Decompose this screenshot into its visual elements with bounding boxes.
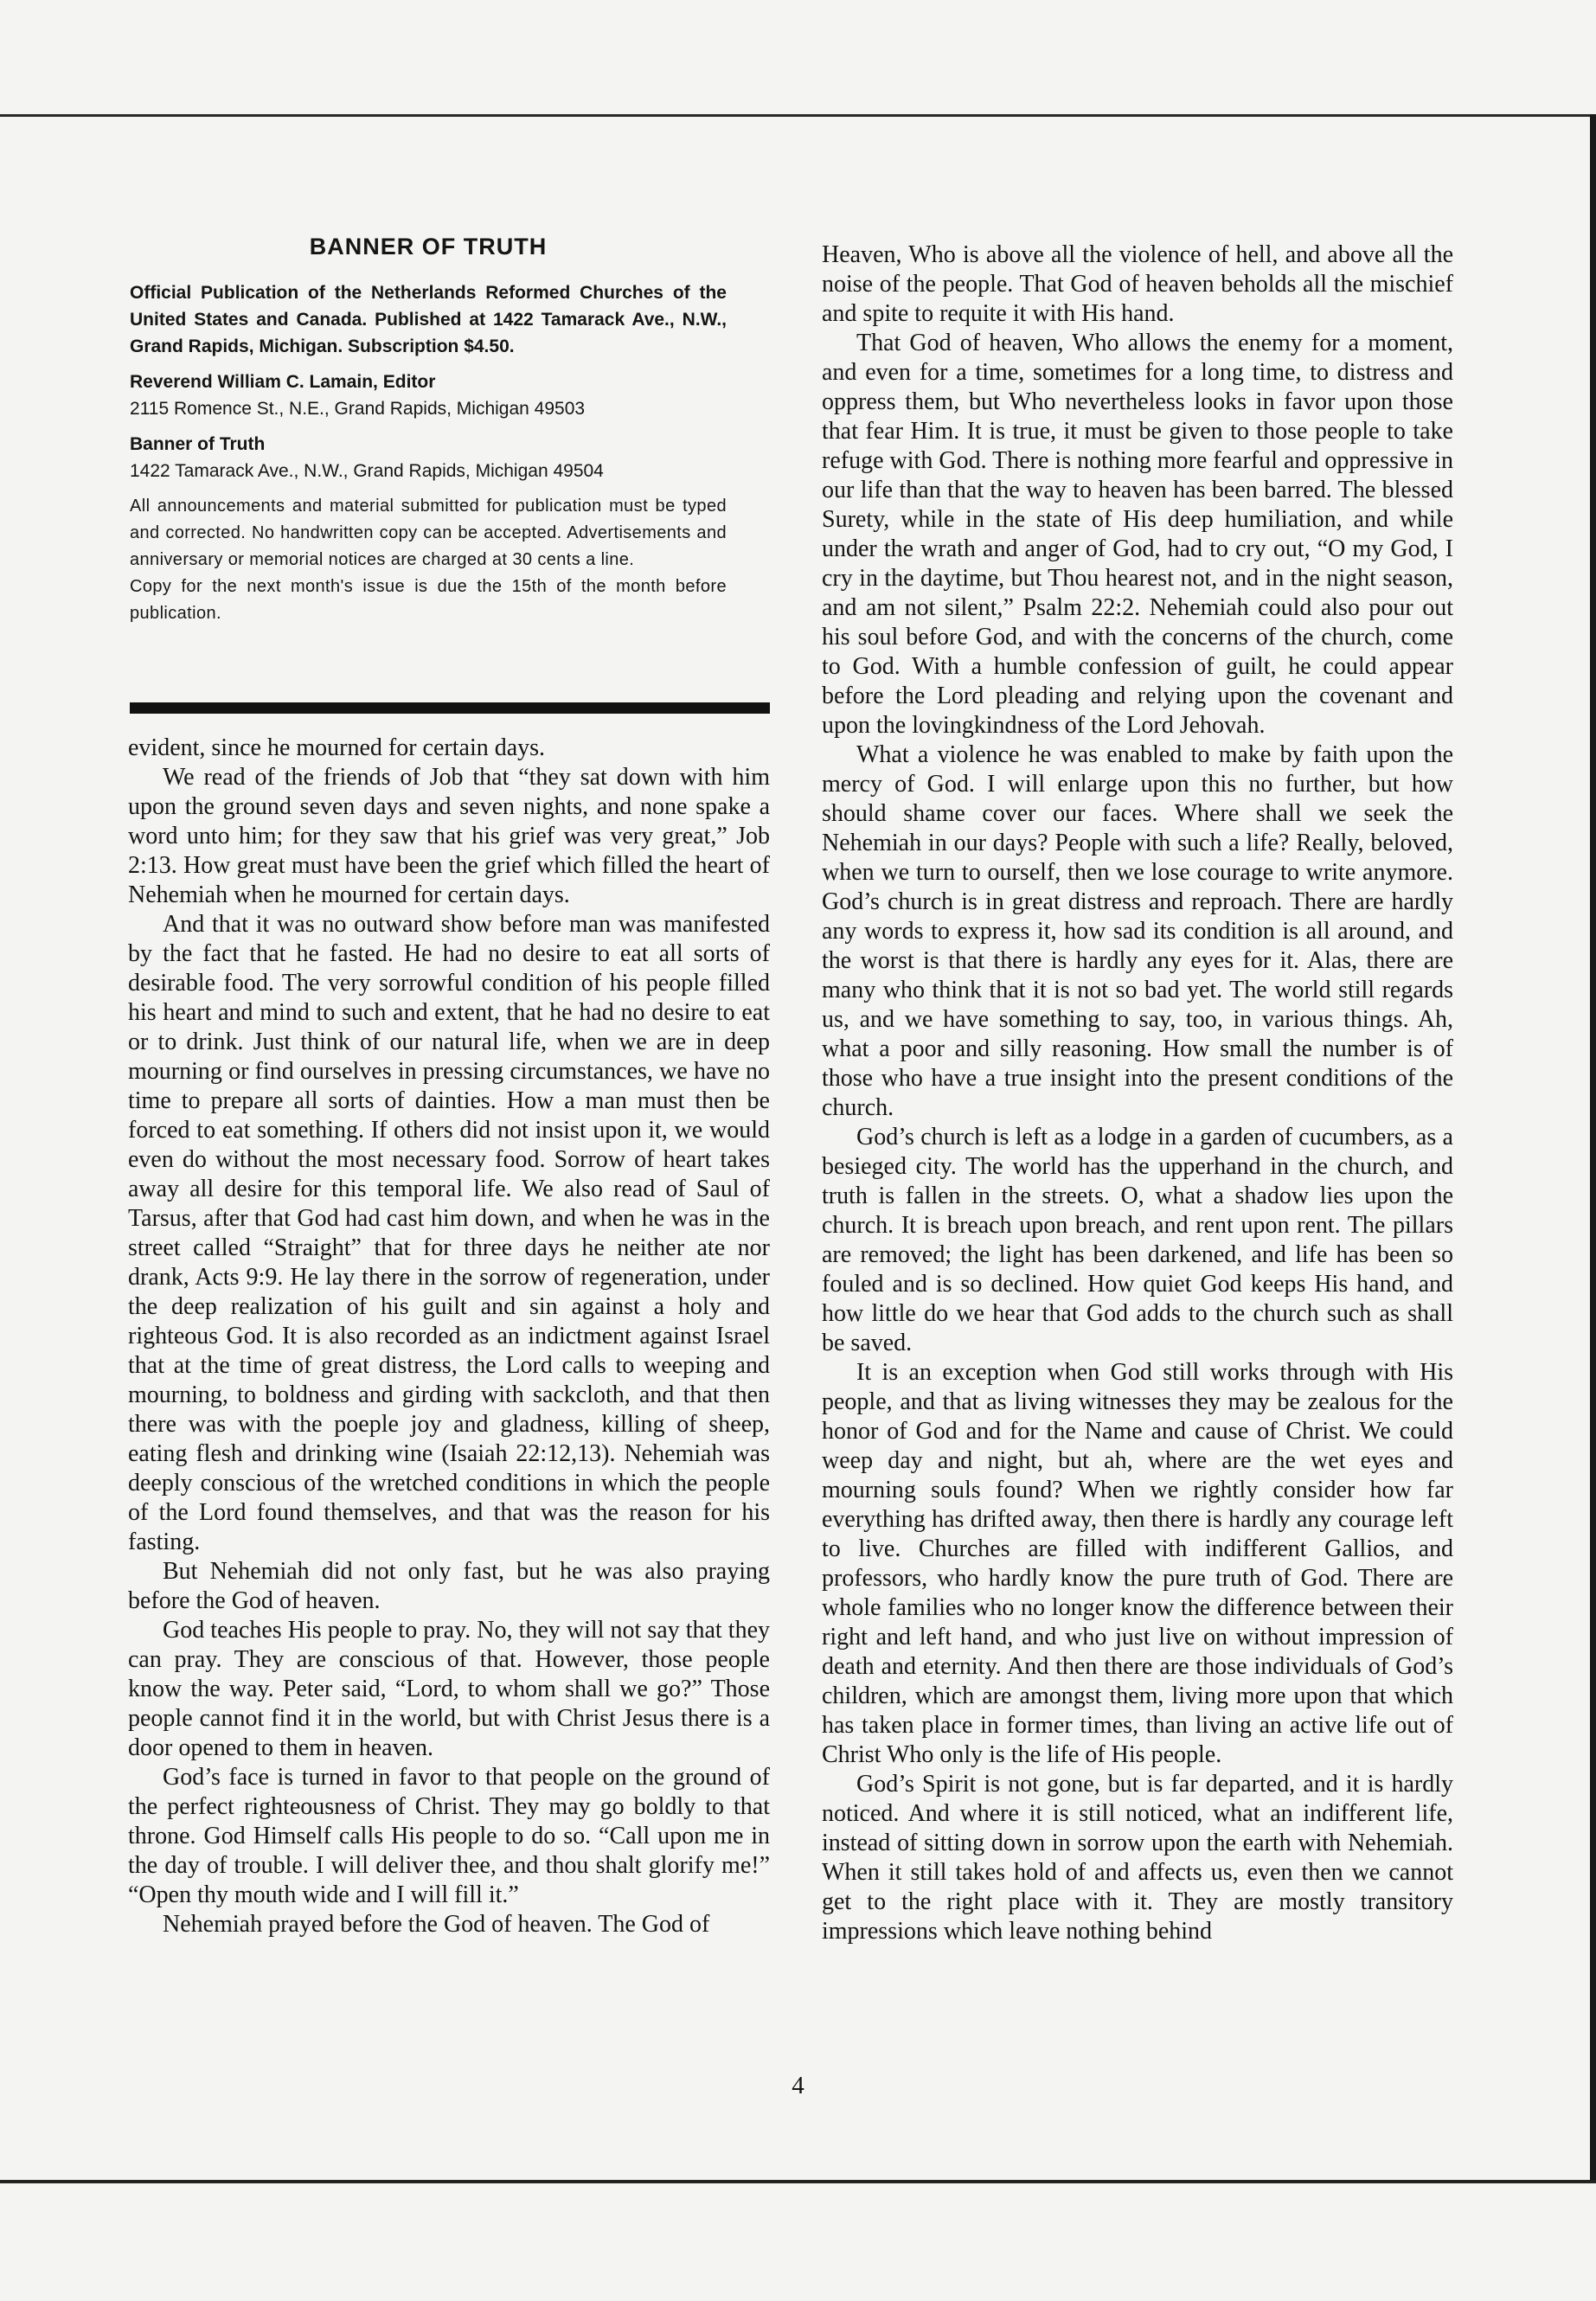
- announcements-note: All announcements and material submitted for publication must be typed and corrected. No handwritten copy can be accepted. Advertisements and anniversary or memorial notices are charged at 30 cents a line.: [130, 497, 727, 569]
- banner-address: 1422 Tamarack Ave., N.W., Grand Rapids, Michigan 49504: [130, 461, 604, 481]
- right-paragraph: God’s church is left as a lodge in a garden of cucumbers, as a besieged city. The world has the upperhand in the church, and truth is fallen in the streets. O, what a shadow lies upon the church. It is breach upon breach, and rent upon rent. The pillars are removed; the light has been darkened, and life has been so fouled and is so declined. How quiet God keeps His hand, and how little do we hear that God adds to the church such as shall be saved.: [822, 1124, 1453, 1356]
- editor-name: Reverend William C. Lamain, Editor: [130, 372, 436, 392]
- editor-block: [130, 369, 727, 422]
- left-paragraph: But Nehemiah did not only fast, but he was also praying before the God of heaven.: [128, 1558, 770, 1614]
- right-page-edge: [1590, 114, 1596, 2183]
- right-paragraph: It is an exception when God still works through with His people, and that as living witnesses they may be zealous for the honor of God and for the Name and cause of Christ. We could weep day and night, but ah, where are the wet eyes and mourning souls found? When we rightly consider how far everything has drifted away, then there is hardly any courage left to live. Churches are filled with indifferent Gallios, and professors, who hardly know the pure truth of God. There are whole families who no longer know the difference between their right and left hand, and who just live on without impression of death and eternity. And then there are those individuals of God’s children, which are amongst them, living more upon that which has taken place in former times, than living an active life out of Christ Who only is the life of His people.: [822, 1359, 1453, 1768]
- editor-address: 2115 Romence St., N.E., Grand Rapids, Michigan 49503: [130, 399, 586, 419]
- right-paragraph: What a violence he was enabled to make by faith upon the mercy of God. I will enlarge upon this no further, but how should shame cover our faces. Where shall we seek the Nehemiah in our days? People with such a life? Really, beloved, when we turn to ourself, then we lose courage to write anymore. God’s church is in great distress and reproach. There are hardly any words to express it, how sad its condition is all around, and the worst is that there is hardly any eyes for it. Alas, there are many who think that it is not so bad yet. The world still regards us, and we have something to say, too, in various things. Ah, what a poor and silly reasoning. How small the number is of those who have a true insight into the present conditions of the church.: [822, 741, 1453, 1121]
- banner-block: [130, 431, 727, 484]
- right-paragraph: That God of heaven, Who allows the enemy for a moment, and even for a time, sometimes for a long time, to distress and oppress them, but Who nevertheless looks in favor upon those that fear Him. It is true, it must be given to those people to take refuge with God. There is nothing more fearful and oppressive in our life than that the way to heaven has been barred. The blessed Surety, while in the state of His deep humiliation, and while under the wrath and anger of God, had to cry out, “O my God, I cry in the daytime, but Thou hearest not, and in the night season, and am not silent,” Psalm 22:2. Nehemiah could also pour out his soul before God, and with the concerns of the church, come to God. With a humble confession of guilt, he could appear before the Lord pleading and relying upon the covenant and upon the lovingkindness of the Lord Jehovah.: [822, 330, 1453, 739]
- left-paragraph: Nehemiah prayed before the God of heaven. The God of: [163, 1911, 710, 1938]
- right-paragraph: Heaven, Who is above all the violence of hell, and above all the noise of the people. That God of heaven beholds all the mischief and spite to requite it with His hand.: [822, 241, 1453, 327]
- left-paragraph: We read of the friends of Job that “they sat down with him upon the ground seven days and seven nights, and none spake a word unto him; for they saw that his grief was very great,” Job 2:13. How great must have been the grief which filled the heart of Nehemiah when he mourned for certain days.: [128, 764, 770, 908]
- publication-info: Official Publication of the Netherlands Reformed Churches of the United States and Canada. Published at 1422 Tamarack Ave., N.W., Grand Rapids, Michigan. Subscription $4.50.: [130, 283, 727, 356]
- left-column: [128, 734, 770, 1939]
- page-number: 4: [792, 2072, 804, 2099]
- bottom-border-rule: [0, 2180, 1596, 2183]
- copy-due-note: Copy for the next month's issue is due the 15th of the month before publication.: [130, 577, 727, 623]
- left-paragraph: And that it was no outward show before man was manifested by the fact that he fasted. He had no desire to eat all sorts of desirable food. The very sorrowful condition of his people filled his heart and mind to such and extent, that he had no desire to eat or to drink. Just think of our natural life, when we are in deep mourning or find ourselves in pressing circumstances, we have no time to prepare all sorts of dainties. How a man must then be forced to eat something. If others did not insist upon it, we would even do without the most necessary food. Sorrow of heart takes away all desire for this temporal life. We also read of Saul of Tarsus, after that God had cast him down, and when he was in the street called “Straight” that for three days he neither ate nor drank, Acts 9:9. He lay there in the sorrow of regeneration, under the deep realization of his guilt and sin against a holy and righteous God. It is also recorded as an indictment against Israel that at the time of great distress, the Lord calls to weeping and mourning, to boldness and girding with sackcloth, and that then there was with the poeple joy and gladness, killing of sheep, eating flesh and drinking wine (Isaiah 22:12,13). Nehemiah was deeply conscious of the wretched conditions in which the people of the Lord found themselves, and that was the reason for his fasting.: [128, 911, 770, 1555]
- left-paragraph: God teaches His people to pray. No, they will not say that they can pray. They are conscious of that. However, those people know the way. Peter said, “Lord, to whom shall we go?” Those people cannot find it in the world, but with Christ Jesus there is a door opened to them in heaven.: [128, 1617, 770, 1761]
- banner-name: Banner of Truth: [130, 434, 266, 454]
- left-paragraph: God’s face is turned in favor to that people on the ground of the perfect righteousness of Christ. They may go boldly to that throne. God Himself calls His people to do so. “Call upon me in the day of trouble. I will deliver thee, and thou shalt glorify me!” “Open thy mouth wide and I will fill it.”: [128, 1764, 770, 1908]
- masthead-title: BANNER OF TRUTH: [309, 234, 548, 260]
- masthead: [130, 234, 727, 636]
- right-column: [822, 240, 1453, 1946]
- top-border-rule: [0, 114, 1596, 117]
- masthead-divider: [130, 702, 770, 714]
- left-paragraph: evident, since he mourned for certain days.: [128, 734, 546, 761]
- right-paragraph: God’s Spirit is not gone, but is far departed, and it is hardly noticed. And where it is still noticed, what an indifferent life, instead of sitting down in sorrow upon the earth with Nehemiah. When it still takes hold of and affects us, even then we cannot get to the right place with it. They are mostly transitory impressions which leave nothing behind: [822, 1771, 1453, 1945]
